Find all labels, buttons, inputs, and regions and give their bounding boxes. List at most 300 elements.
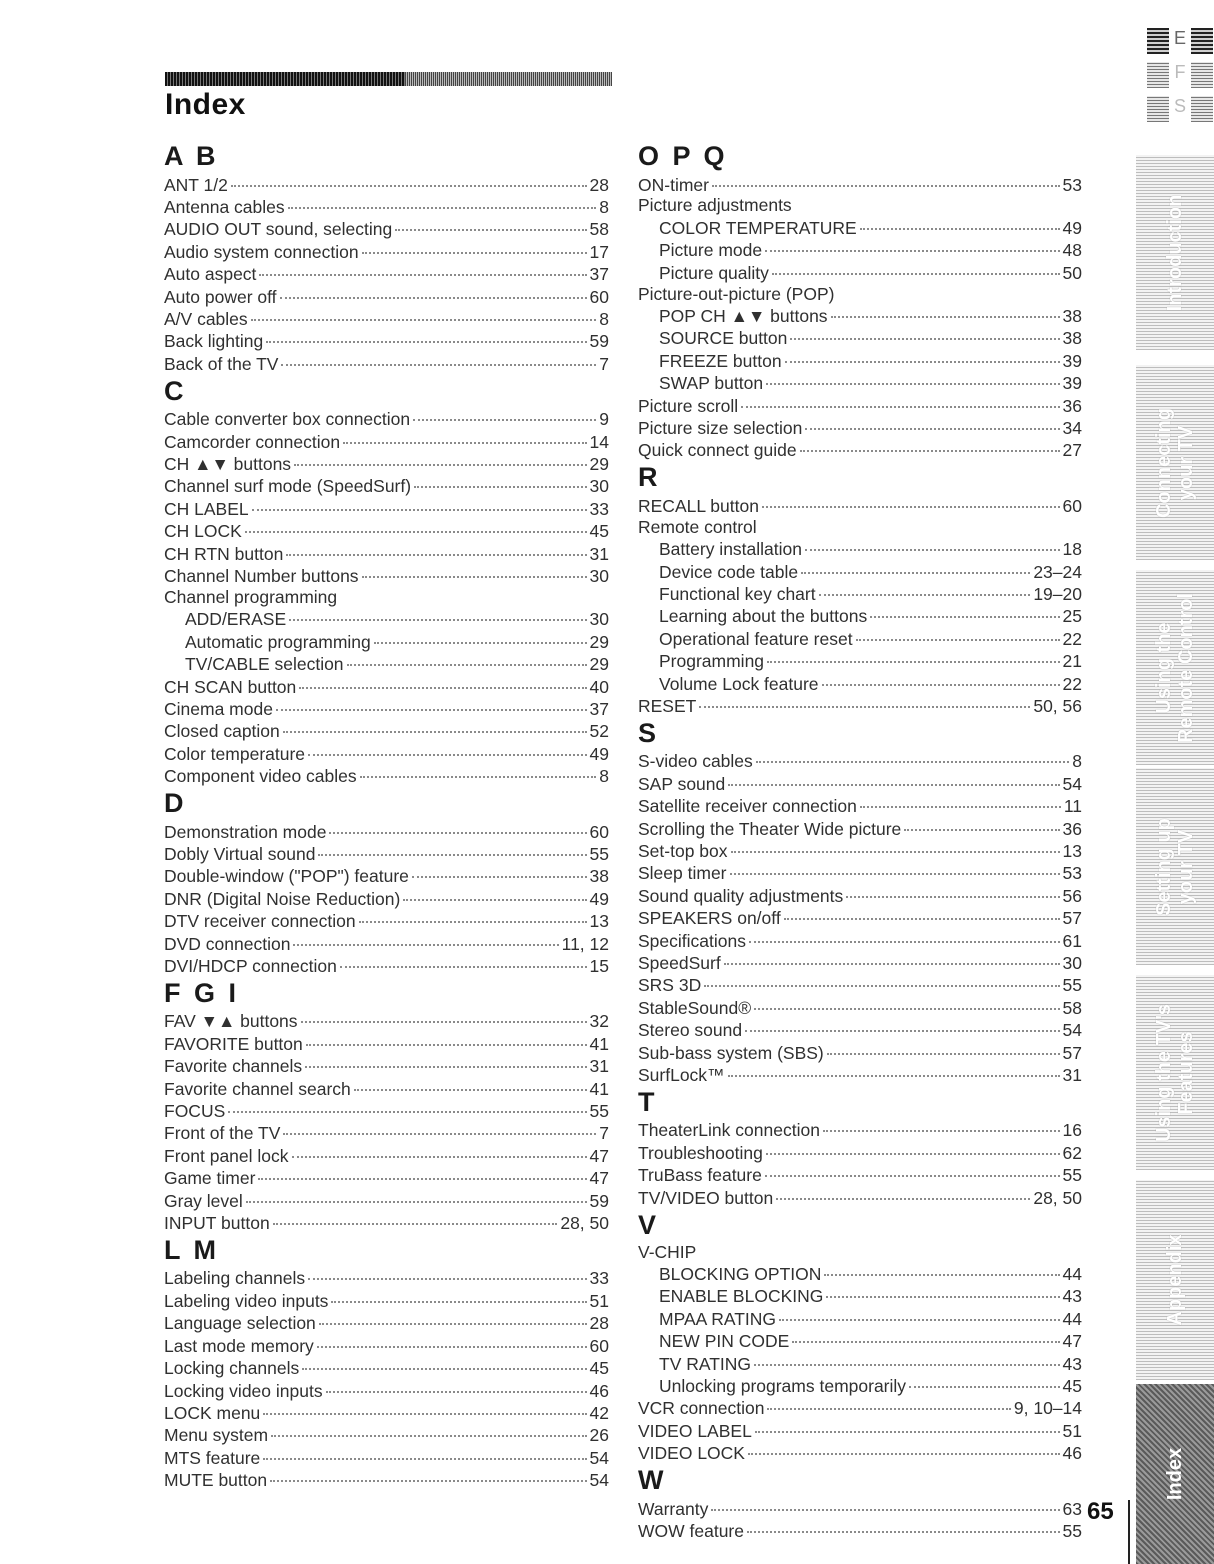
dot-leader [831, 300, 1060, 318]
entry-term: TruBass feature [638, 1165, 762, 1186]
dot-leader [784, 903, 1060, 921]
dot-leader [823, 1115, 1060, 1133]
entry-page: 54 [589, 1470, 609, 1491]
language-letter: S [1173, 96, 1186, 116]
entry-page: 28 [589, 1313, 609, 1334]
dot-leader [293, 928, 558, 946]
dot-leader [326, 1375, 587, 1393]
entry-page: 29 [589, 631, 609, 652]
entry-page: 26 [589, 1425, 609, 1446]
entry-page: 62 [1062, 1142, 1082, 1163]
entry-page: 11 [1063, 796, 1082, 817]
dot-leader [767, 646, 1059, 664]
entry-term: RECALL button [638, 495, 759, 516]
entry-term: MTS feature [164, 1447, 261, 1468]
dot-leader [754, 992, 1059, 1010]
language-tab[interactable] [1147, 94, 1213, 124]
entry-page: 55 [1062, 1165, 1082, 1186]
section-heading: C [164, 375, 187, 406]
dot-leader [728, 1060, 1060, 1078]
entry-term: FAV ▼▲ buttons [164, 1011, 298, 1032]
entry-page: 22 [1062, 673, 1082, 694]
dot-leader [870, 601, 1059, 619]
entry-term: Specifications [638, 930, 746, 951]
entry-term: SOURCE button [659, 328, 788, 349]
entry-page: 58 [589, 219, 609, 240]
entry-term: Back of the TV [164, 353, 279, 374]
dot-leader [308, 1263, 586, 1281]
entry-page: 55 [589, 1101, 609, 1122]
entry-term: ADD/ERASE [185, 609, 287, 630]
entry-term: Picture size selection [638, 417, 803, 438]
dot-leader [252, 493, 587, 511]
entry-term: Sleep timer [638, 863, 727, 884]
entry-term: Back lighting [164, 331, 264, 352]
entry-page: 38 [1062, 328, 1082, 349]
entry-page: 28 [589, 174, 609, 195]
dot-leader [745, 1015, 1059, 1033]
dot-leader [294, 448, 586, 466]
dot-leader [270, 1465, 586, 1483]
entry-term: Troubleshooting [638, 1142, 763, 1163]
section-tab[interactable] [1136, 365, 1214, 560]
section-tab-label: Setting up your TV [1153, 817, 1197, 916]
section-tab[interactable] [1136, 975, 1214, 1170]
entry-term: Picture mode [659, 240, 763, 261]
entry-term: MPAA RATING [659, 1308, 777, 1329]
entry-term: CH ▲▼ buttons [164, 453, 292, 474]
dot-leader [767, 1393, 1010, 1411]
index-entry [164, 352, 609, 374]
dot-leader [747, 1516, 1060, 1534]
entry-page: 16 [1062, 1120, 1082, 1141]
entry-term: DVD connection [164, 933, 291, 954]
entry-term: VCR connection [638, 1398, 765, 1419]
entry-term: Closed caption [164, 721, 280, 742]
entry-term: DTV receiver connection [164, 911, 356, 932]
entry-page: 45 [1062, 1376, 1082, 1396]
entry-term: Quick connect guide [638, 440, 797, 461]
entry-page: 33 [589, 498, 609, 519]
entry-term: TV/VIDEO button [638, 1187, 774, 1208]
section-tab-label: Introduction [1164, 194, 1186, 311]
entry-page: 18 [1062, 539, 1082, 560]
entry-page: 41 [589, 1033, 609, 1054]
entry-term: ON-timer [638, 174, 709, 195]
dot-leader [805, 412, 1059, 430]
entry-term: Unlocking programs temporarily [659, 1376, 907, 1396]
dot-leader [827, 1037, 1060, 1055]
entry-page: 43 [1062, 1286, 1082, 1307]
page-number: 65 [1087, 1498, 1114, 1525]
index-entry [638, 1186, 1082, 1208]
entry-page: 36 [1062, 818, 1082, 839]
entry-term: TheaterLink connection [638, 1120, 820, 1141]
entry-page: 63 [1062, 1498, 1082, 1519]
dot-leader [904, 813, 1059, 831]
entry-term: BLOCKING OPTION [659, 1263, 822, 1284]
entry-page: 33 [589, 1268, 609, 1289]
entry-page: 49 [1062, 217, 1082, 238]
section-tab[interactable] [1136, 1384, 1214, 1564]
entry-page: 48 [1062, 240, 1082, 261]
entry-page: 37 [589, 698, 609, 719]
entry-term: S-video cables [638, 751, 753, 772]
entry-term: INPUT button [164, 1213, 270, 1234]
index-subentry [638, 261, 1082, 283]
entry-term: Favorite channels [164, 1056, 303, 1077]
entry-term: Locking video inputs [164, 1380, 323, 1401]
entry-page: 31 [1062, 1065, 1082, 1086]
section-heading: F G I [164, 977, 239, 1008]
entry-page: 39 [1062, 350, 1082, 371]
entry-page: 31 [589, 543, 609, 564]
section-tab-label: Index [1164, 1447, 1186, 1501]
entry-term: Camcorder connection [164, 431, 341, 452]
section-tab-label: Appendix [1164, 1234, 1186, 1326]
dot-leader [826, 1281, 1059, 1299]
language-tab[interactable] [1147, 26, 1213, 56]
entry-page: 55 [1062, 1521, 1082, 1542]
entry-page: 59 [589, 1190, 609, 1211]
section-heading: A B [164, 141, 219, 171]
entry-term: VIDEO LABEL [638, 1420, 752, 1441]
entry-page: 40 [589, 676, 609, 697]
entry-page: 57 [1062, 908, 1082, 929]
dot-leader [395, 214, 586, 232]
dot-leader [302, 1353, 586, 1371]
entry-term: Picture quality [659, 262, 769, 283]
dot-leader [699, 690, 1030, 708]
tab-marker [1147, 62, 1169, 88]
entry-page: 36 [1062, 395, 1082, 416]
entry-page: 9 [599, 409, 609, 430]
entry-term: Sound quality adjustments [638, 885, 844, 906]
entry-term: ENABLE BLOCKING [659, 1286, 824, 1307]
entry-page: 49 [589, 743, 609, 764]
entry-term: Set-top box [638, 840, 728, 861]
section-heading: T [638, 1086, 658, 1117]
entry-term: Warranty [638, 1498, 709, 1519]
entry-term: Locking channels [164, 1358, 300, 1379]
entry-term: V-CHIP [638, 1241, 697, 1262]
entry-page: 13 [589, 911, 609, 932]
entry-term: Picture adjustments [638, 195, 792, 216]
entry-page: 28, 50 [560, 1213, 609, 1234]
entry-page: 60 [1062, 495, 1082, 516]
dot-leader [860, 791, 1061, 809]
dot-leader [301, 1006, 587, 1024]
entry-term: Gray level [164, 1190, 243, 1211]
dot-leader [317, 1330, 587, 1348]
index-entry [164, 1469, 609, 1491]
entry-page: 46 [1062, 1443, 1082, 1464]
index-entry [638, 439, 1082, 461]
entry-page: 32 [589, 1011, 609, 1032]
entry-term: Labeling video inputs [164, 1290, 329, 1311]
entry-page: 44 [1062, 1263, 1082, 1284]
dot-leader [288, 191, 597, 209]
dot-leader [909, 1371, 1059, 1389]
entry-term: Battery installation [659, 539, 802, 560]
dot-leader [860, 212, 1060, 230]
entry-term: SWAP button [659, 373, 764, 394]
entry-term: Last mode memory [164, 1335, 314, 1356]
dot-leader [762, 490, 1060, 508]
entry-page: 7 [599, 353, 609, 374]
entry-page: 8 [599, 766, 609, 787]
entry-page: 38 [1062, 305, 1082, 326]
entry-term: Cable converter box connection [164, 409, 411, 430]
entry-page: 60 [589, 286, 609, 307]
entry-page: 51 [1062, 1420, 1082, 1441]
dot-leader [766, 1137, 1060, 1155]
dot-leader [263, 1442, 586, 1460]
dot-leader [756, 746, 1069, 764]
section-heading: S [638, 717, 660, 748]
entry-term: Stereo sound [638, 1020, 743, 1041]
entry-term: Dobly Virtual sound [164, 843, 316, 864]
dot-leader [755, 1415, 1060, 1433]
entry-term: A/V cables [164, 308, 248, 329]
dot-leader [779, 1303, 1060, 1321]
entry-term: Antenna cables [164, 196, 285, 217]
entry-page: 29 [589, 654, 609, 675]
entry-page: 61 [1062, 930, 1082, 951]
entry-term: Programming [659, 651, 765, 672]
dot-leader [772, 257, 1060, 275]
dot-leader [362, 561, 587, 579]
entry-term: Device code table [659, 561, 799, 582]
entry-term: WOW feature [638, 1521, 744, 1542]
dot-leader [271, 1420, 586, 1438]
dot-leader [846, 880, 1059, 898]
entry-term: SPEAKERS on/off [638, 908, 781, 929]
entry-page: 28, 50 [1033, 1187, 1082, 1208]
tab-marker [1191, 62, 1213, 88]
entry-page: 56 [1062, 885, 1082, 906]
section-tab-label: Using the TV's Features [1153, 1003, 1197, 1142]
entry-term: Channel surf mode (SpeedSurf) [164, 476, 412, 497]
entry-page: 37 [589, 264, 609, 285]
entry-term: CH LABEL [164, 498, 249, 519]
index-entry [164, 765, 609, 787]
dot-leader [283, 1118, 596, 1136]
language-letter: E [1173, 28, 1186, 48]
entry-page: 47 [589, 1168, 609, 1189]
entry-term: SurfLock™ [638, 1065, 725, 1086]
entry-term: Sub-bass system (SBS) [638, 1042, 824, 1063]
dot-leader [305, 1051, 586, 1069]
entry-page: 60 [589, 1335, 609, 1356]
entry-page: 45 [589, 1358, 609, 1379]
dot-leader [749, 925, 1060, 943]
entry-term: Auto aspect [164, 264, 257, 285]
entry-term: MUTE button [164, 1470, 268, 1491]
dot-leader [754, 1348, 1059, 1366]
entry-page: 43 [1062, 1353, 1082, 1374]
section-heading: L M [164, 1234, 219, 1265]
section-tab[interactable] [1136, 570, 1214, 765]
entry-page: 57 [1062, 1042, 1082, 1063]
dot-leader [292, 1140, 587, 1158]
entry-page: 19–20 [1033, 583, 1082, 604]
entry-page: 38 [589, 866, 609, 887]
dot-leader [414, 471, 586, 489]
dot-leader [347, 649, 587, 667]
dot-leader [730, 858, 1060, 876]
entry-term: FAVORITE button [164, 1033, 303, 1054]
entry-term: Component video cables [164, 766, 357, 787]
entry-page: 47 [589, 1145, 609, 1166]
index-entry [164, 1212, 609, 1234]
entry-term: Volume Lock feature [659, 673, 819, 694]
language-tab[interactable] [1147, 60, 1213, 90]
dot-leader [805, 534, 1060, 552]
entry-term: LOCK menu [164, 1402, 261, 1423]
index-entry [638, 1520, 1082, 1542]
entry-term: SRS 3D [638, 975, 702, 996]
index-column-left [164, 140, 609, 1491]
entry-term: Satellite receiver connection [638, 796, 857, 817]
index-entry [638, 1442, 1082, 1464]
dot-leader [308, 738, 586, 756]
entry-page: 21 [1062, 651, 1082, 672]
dot-leader [711, 1493, 1059, 1511]
entry-page: 49 [589, 888, 609, 909]
entry-term: DVI/HDCP connection [164, 956, 337, 976]
entry-page: 41 [589, 1078, 609, 1099]
entry-page: 7 [599, 1123, 609, 1144]
dot-leader [359, 906, 587, 924]
dot-leader [289, 604, 586, 622]
entry-page: 30 [589, 476, 609, 497]
entry-page: 47 [1062, 1331, 1082, 1352]
dot-leader [228, 1096, 586, 1114]
dot-leader [765, 1160, 1060, 1178]
dot-leader [724, 948, 1060, 966]
entry-term: CH SCAN button [164, 676, 297, 697]
dot-leader [819, 578, 1031, 596]
title-rule [165, 72, 612, 86]
entry-term: Channel programming [164, 586, 338, 607]
entry-page: 15 [589, 956, 609, 976]
language-letter: F [1174, 62, 1186, 82]
dot-leader [276, 693, 587, 711]
page-title: Index [165, 88, 246, 121]
dot-leader [280, 281, 587, 299]
dot-leader [741, 390, 1059, 408]
dot-leader [258, 1163, 586, 1181]
dot-leader [231, 169, 587, 187]
dot-leader [246, 1185, 587, 1203]
section-heading: O P Q [638, 141, 728, 171]
dot-leader [299, 671, 586, 689]
index-column-right [638, 140, 1082, 1542]
entry-term: TV RATING [659, 1353, 752, 1374]
entry-page: 30 [589, 609, 609, 630]
entry-page: 13 [1062, 840, 1082, 861]
entry-term: Favorite channel search [164, 1078, 351, 1099]
entry-page: 29 [589, 453, 609, 474]
entry-page: 8 [599, 308, 609, 329]
section-tab[interactable] [1136, 768, 1214, 965]
dot-leader [286, 538, 586, 556]
index-entry [638, 1064, 1082, 1086]
section-heading: R [638, 462, 661, 493]
entry-page: 50 [1062, 262, 1082, 283]
language-tabs [1147, 26, 1213, 150]
dot-leader [360, 761, 597, 779]
entry-page: 46 [589, 1380, 609, 1401]
dot-leader [343, 426, 586, 444]
entry-page: 25 [1062, 606, 1082, 627]
entry-term: FREEZE button [659, 350, 782, 371]
page-number-rule [1128, 1500, 1130, 1564]
entry-page: 58 [1062, 997, 1082, 1018]
dot-leader [266, 326, 586, 344]
dot-leader [766, 368, 1059, 386]
entry-term: Labeling channels [164, 1268, 306, 1289]
entry-page: 60 [589, 821, 609, 842]
entry-page: 27 [1062, 440, 1082, 461]
entry-term: ANT 1/2 [164, 174, 228, 195]
dot-leader [413, 404, 596, 422]
entry-term: SAP sound [638, 773, 726, 794]
entry-term: CH LOCK [164, 521, 242, 542]
entry-term: FOCUS [164, 1101, 226, 1122]
entry-term: Operational feature reset [659, 628, 853, 649]
dot-leader [785, 345, 1060, 363]
entry-page: 8 [1072, 751, 1082, 772]
entry-term: StableSound® [638, 997, 752, 1018]
entry-term: Cinema mode [164, 698, 273, 719]
dot-leader [824, 1258, 1059, 1276]
entry-page: 54 [1062, 773, 1082, 794]
entry-term: COLOR TEMPERATURE [659, 217, 857, 238]
dot-leader [776, 1182, 1030, 1200]
index-entry [164, 565, 609, 587]
entry-term: Learning about the buttons [659, 606, 868, 627]
entry-term: Demonstration mode [164, 821, 327, 842]
section-tab[interactable] [1136, 1180, 1214, 1380]
entry-term: Front of the TV [164, 1123, 281, 1144]
dot-leader [765, 235, 1059, 253]
dot-leader [263, 1397, 586, 1415]
entry-term: POP CH ▲▼ buttons [659, 305, 828, 326]
entry-term: Auto power off [164, 286, 277, 307]
entry-term: Double-window ("POP") feature [164, 866, 409, 887]
dot-leader [403, 883, 586, 901]
dot-leader [281, 348, 596, 366]
entry-term: SpeedSurf [638, 953, 721, 973]
entry-page: 52 [589, 721, 609, 742]
dot-leader [331, 1285, 586, 1303]
dot-leader [319, 1308, 587, 1326]
tab-marker [1147, 96, 1169, 122]
dot-leader [790, 323, 1059, 341]
section-heading: D [164, 788, 187, 819]
entry-page: 31 [589, 1056, 609, 1077]
section-tab[interactable] [1136, 155, 1214, 350]
entry-term: CH RTN button [164, 543, 284, 564]
entry-page: 54 [1062, 1020, 1082, 1041]
index-entry [638, 173, 1082, 195]
dot-leader [712, 169, 1060, 187]
entry-page: 39 [1062, 373, 1082, 394]
dot-leader [822, 668, 1060, 686]
entry-page: 50, 56 [1033, 695, 1082, 716]
